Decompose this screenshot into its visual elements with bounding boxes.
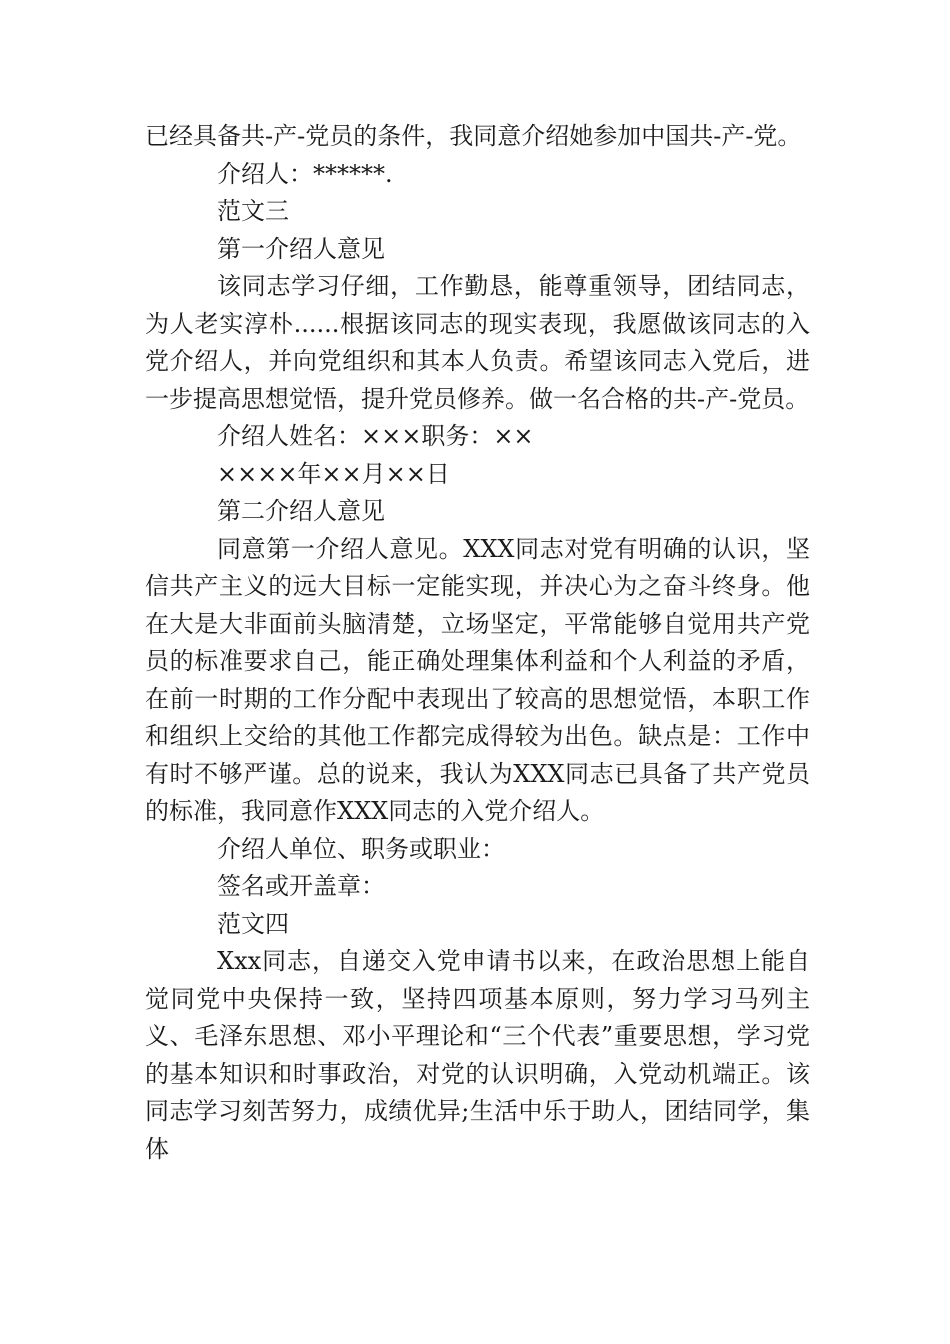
paragraph-sample-four-body: Xxx同志，自递交入党申请书以来，在政治思想上能自觉同党中央保持一致，坚持四项基本原则，努力学习马列主义、毛泽东思想、邓小平理论和“三个代表”重要思想，学习党的基本知识和时事政治，对党的认识明确，入党动机端正。该同志学习刻苦努力，成绩优异;生活中乐于助人，团结同学，集体 xyxy=(145,947,810,1163)
paragraph-introducer-name-title: 介绍人姓名：×××职务：×× xyxy=(217,422,534,450)
heading-first-introducer-opinion: 第一介绍人意见 xyxy=(217,234,385,263)
paragraph-continuation: 已经具备共-产-党员的条件，我同意介绍她参加中国共-产-党。 xyxy=(145,122,802,150)
paragraph-second-opinion: 同意第一介绍人意见。XXX同志对党有明确的认识，坚信共产主义的远大目标一定能实现，并决心为之奋斗终身。他在大是大非面前头脑清楚，立场坚定，平常能够自觉用共产党员的标准要求自己，能正确处理集体利益和个人利益的矛盾，在前一时期的工作分配中表现出了较高的思想觉悟，本职工作和组织上交给的其他工作都完成得较为出色。缺点是：工作中有时不够严谨。总的说来，我认为XXX同志已具备了共产党员的标准，我同意作XXX同志的入党介绍人。 xyxy=(145,534,810,825)
paragraph-signature-seal: 签名或开盖章： xyxy=(217,872,385,900)
paragraph-date: ××××年××月××日 xyxy=(217,459,450,488)
heading-second-introducer-opinion: 第二介绍人意见 xyxy=(217,497,385,525)
heading-sample-three: 范文三 xyxy=(217,197,289,225)
paragraph-introducer-unit: 介绍人单位、职务或职业： xyxy=(217,834,505,863)
paragraph-first-opinion: 该同志学习仔细，工作勤恳，能尊重领导，团结同志，为人老实淳朴......根据该同志的现实表现，我愿做该同志的入党介绍人，并向党组织和其本人负责。希望该同志入党后，进一步提高思想觉悟，提升党员修养。做一名合格的共-产-党员。 xyxy=(145,272,810,413)
heading-sample-four: 范文四 xyxy=(217,909,289,938)
document-body xyxy=(145,118,810,1168)
paragraph-introducer-signature: 介绍人：******. xyxy=(217,159,393,188)
